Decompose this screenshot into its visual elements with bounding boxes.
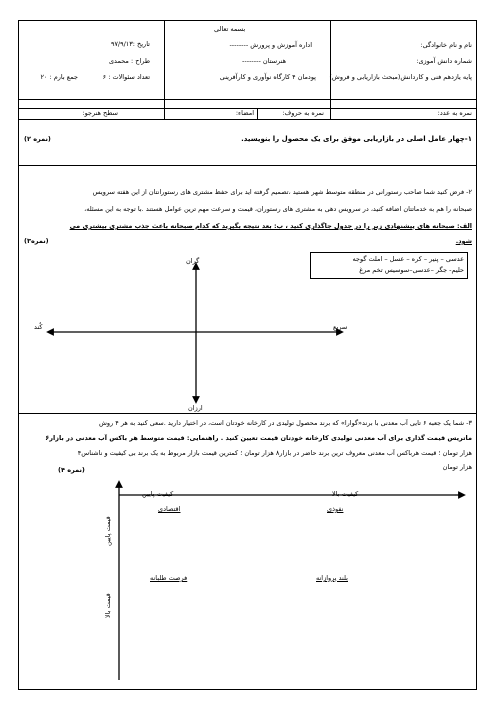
q2-options-line2: حلیم- جگر –عدسی–سوسیس تخم مرغ (359, 266, 464, 274)
axis-label-cheap: ارزان (188, 404, 203, 412)
q3-score: (۴ نمره) (58, 466, 85, 474)
q2-line3: الف: صبحانه های پیشنهادی زیر را در جدول جاگذاری کنید ، ب: بعد نتیجه بگیرید که کدام صبحانه باعث جذب مشتری بیشتری می (69, 222, 472, 230)
header-org: اداره آموزش و پرورش -------- (229, 41, 312, 49)
matrix-quality-low: کیفیت پایین (142, 490, 174, 498)
header-date: تاریخ :۹۷/۹/۱۳ (110, 40, 150, 48)
q3-line2: ماتریس قیمت گذاری برای آب معدنی تولیدی کارخانه خودتان قیمت تعیین کنید . راهنمایی: قیمت متوسط هر باکس آب معدنی در بازار۶ (45, 434, 472, 442)
header-name: نام و نام خانوادگی: (420, 41, 472, 49)
header-grade: پایه یازدهم فنی و کاردانش(مبحث بازاریابی و فروش) (329, 73, 472, 81)
header-school: هنرستان -------- (242, 57, 286, 65)
q2-score: (۳نمره) (24, 237, 49, 245)
grade-student-level: سطح هنرجو: (82, 109, 118, 117)
header-basmala: بسمه تعالی (214, 25, 246, 33)
axis-label-expensive: گران (186, 257, 200, 265)
matrix-price-high: قیمت بالا (104, 593, 112, 618)
grade-numeric: نمره به عدد: (437, 109, 472, 117)
q2-line3-end: شود. (455, 237, 472, 245)
matrix-price-low: قیمت پایین (104, 516, 112, 546)
matrix-quality-high: کیفیت بالا (332, 490, 359, 498)
header-question-count: تعداد سئوالات : ۶ (102, 73, 150, 81)
q3-line3: هزار تومان ؛ قیمت هرباکس آب معدنی معروف ترین برند حاضر در بازار۸ هزار تومان ؛ کمترین قیمت بازار مربوط به یک برند بی کیفیت و ناشناس۴ (77, 449, 472, 457)
q2-line2: صبحانه را هم به خدماتتان اضافه کنید، در سرویس دهی به مشتری های رستوران، قیمت و سرعت مهم ترین عوامل هستند .با توجه به این مسئله، (84, 205, 472, 213)
q3-line4: هزار تومان (442, 463, 472, 471)
q1-text: ۱-چهار عامل اصلی در بازاریابی موفق برای یک محصول را بنویسید. (241, 135, 472, 143)
axis-label-slow: کُند (34, 323, 43, 331)
q2-options-line1: عدسی – پنیر – کره – عسل – املت گوجه (352, 255, 464, 263)
q3-line1: ۳- شما یک جعبه ۶ تایی آب معدنی با برند«گوارا» که برند محصول تولیدی در کارخانه خودتان است، در اختیار دارید .سعی کنید به هر ۴ روش (98, 419, 472, 427)
q2-line1: ۲- فرض کنید شما صاحب رستورانی در منطقه متوسط شهر هستید ،تصمیم گرفته اید برای حفظ مشتری های رستورانتان از این هفته سرویس (92, 188, 472, 196)
header-total-score: جمع بارم : ۲۰ (40, 73, 78, 81)
matrix-cell-premium: بلند پروازانه (316, 574, 348, 582)
q1-score: (۲ نمره) (24, 135, 51, 143)
matrix-cell-penetration: نفوذی (327, 505, 344, 513)
axis-label-fast: سریع (333, 323, 348, 331)
header-module: پودمان ۴ کارگاه نوآوری و کارآفرینی (219, 73, 316, 81)
matrix-cell-economic: اقتصادی (158, 505, 181, 513)
grade-signature: امضاء: (235, 109, 254, 117)
header-designer: طراح : محمدی (108, 57, 150, 65)
matrix-cell-opportunistic: فرصت طلبانه (150, 574, 188, 582)
grade-letters: نمره به حروف: (282, 109, 324, 117)
header-student-no: شماره دانش آموزی: (416, 57, 472, 65)
